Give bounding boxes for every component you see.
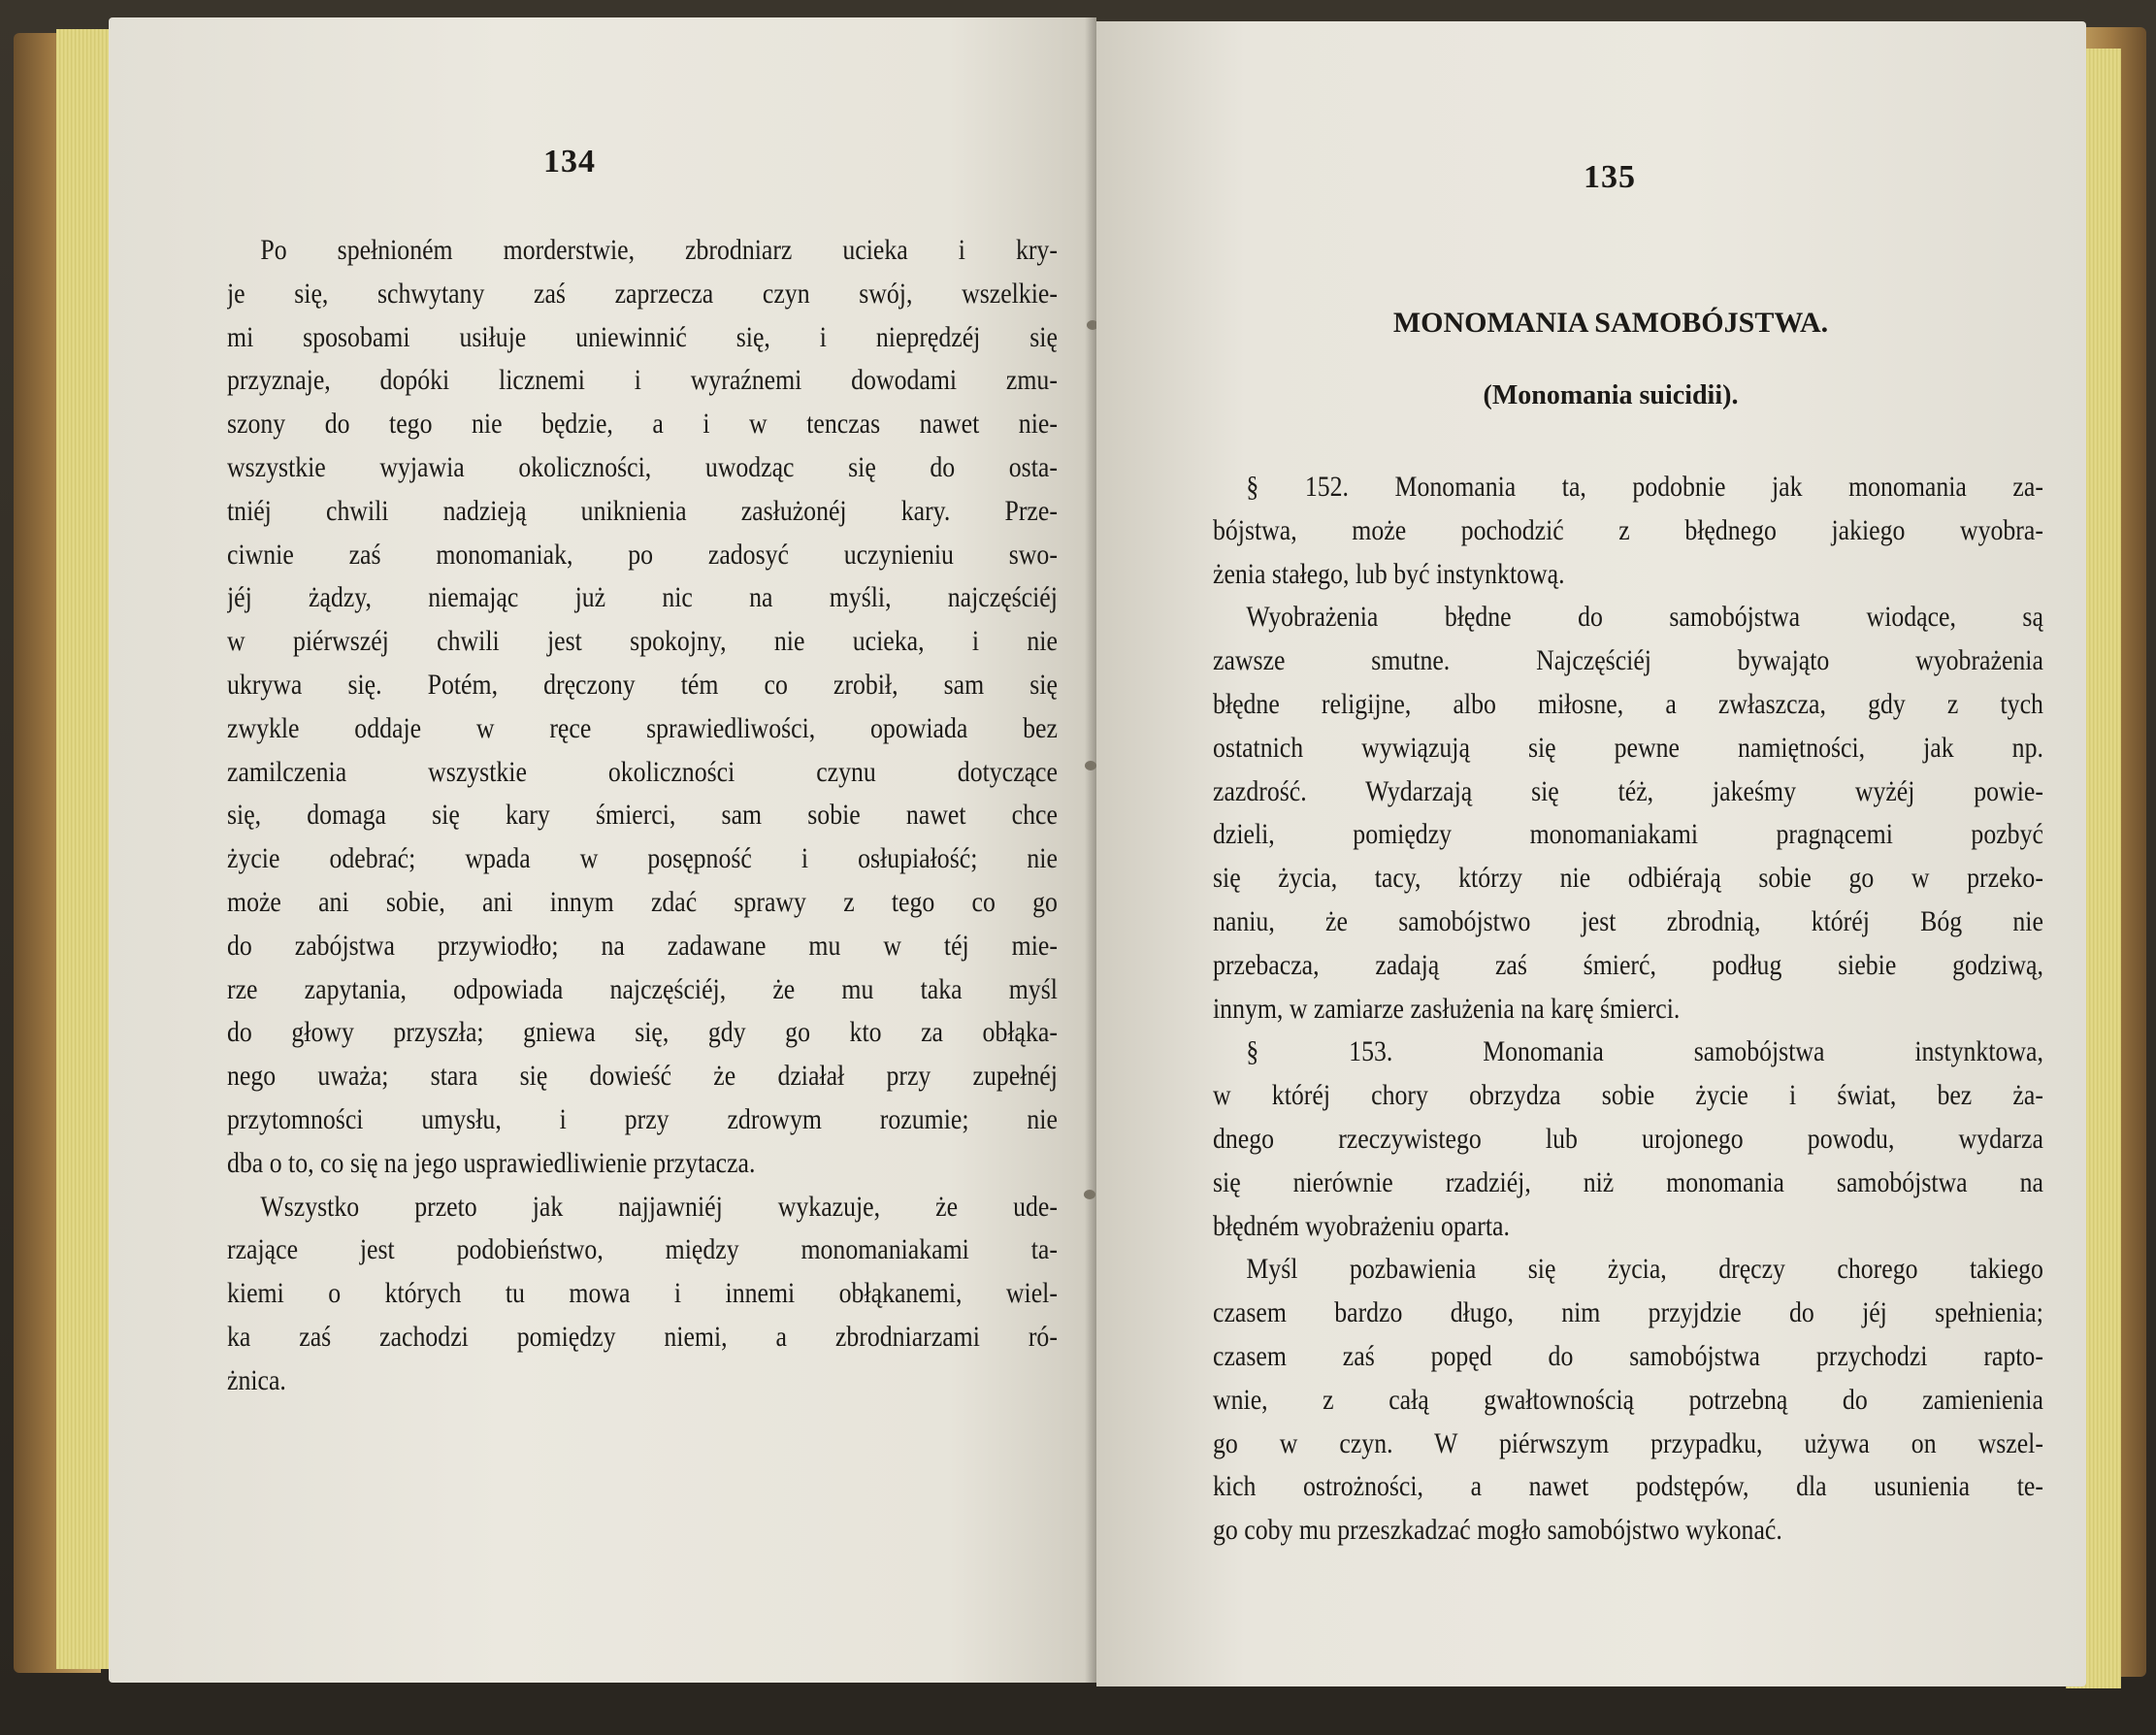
- text-line: się nierównie rzadziéj, niż monomania samobójstwa na: [1213, 1165, 2043, 1198]
- text-line: Wszystko przeto jak najjawniéj wykazuje, że ude-: [260, 1190, 1058, 1223]
- text-line: innym, w zamiarze zasłużenia na karę śmierci.: [1213, 992, 1681, 1025]
- text-line: do głowy przyszła; gniewa się, gdy go kto za obłąka-: [227, 1016, 1058, 1049]
- text-line: żenia stałego, lub być instynktową.: [1213, 557, 1565, 590]
- text-line: Wyobrażenia błędne do samobójstwa wiodące, są: [1246, 601, 2043, 634]
- text-line: naniu, że samobójstwo jest zbrodnią, któréj Bóg nie: [1213, 904, 2043, 937]
- text-line: ukrywa się. Potém, dręczony tém co zrobił, sam się: [227, 668, 1058, 701]
- text-line: się, domaga się kary śmierci, sam sobie nawet chce: [227, 799, 1058, 832]
- text-line: dnego rzeczywistego lub urojonego powodu, wydarza: [1213, 1122, 2043, 1155]
- right-page: [1096, 21, 2086, 1686]
- text-line: przebacza, zadają zaś śmierć, podług siebie godziwą,: [1213, 948, 2043, 981]
- chapter-subheading: (Monomania suicidii).: [1483, 380, 1739, 410]
- text-line: się życia, tacy, którzy nie odbiérają sobie go w przeko-: [1213, 862, 2043, 895]
- text-line: przyznaje, dopóki licznemi i wyraźnemi dowodami zmu-: [227, 364, 1058, 397]
- text-line: tniéj chwili nadzieją uniknienia zasłużonéj kary. Prze-: [227, 494, 1058, 527]
- text-line: go w czyn. W piérwszym przypadku, używa on wszel-: [1213, 1426, 2043, 1459]
- text-line: je się, schwytany zaś zaprzecza czyn swój, wszelkie-: [227, 277, 1058, 310]
- text-line: bójstwa, może pochodzić z błędnego jakiego wyobra-: [1213, 513, 2043, 546]
- text-line: zamilczenia wszystkie okoliczności czynu dotyczące: [227, 755, 1058, 788]
- binding-stitch: [1084, 1190, 1095, 1199]
- text-line: zawsze smutne. Najczęściéj bywająto wyobrażenia: [1213, 644, 2043, 677]
- text-line: ostatnich wywiązują się pewne namiętności, jak np.: [1213, 731, 2043, 764]
- text-line: wnie, z całą gwałtownością potrzebną do zamienienia: [1213, 1383, 2043, 1416]
- text-line: go coby mu przeszkadzać mogło samobójstwo wykonać.: [1213, 1514, 1782, 1547]
- text-line: § 153. Monomania samobójstwa instynktowa,: [1246, 1035, 2043, 1068]
- text-line: kiemi o których tu mowa i innemi obłąkanemi, wiel-: [227, 1277, 1058, 1310]
- text-line: § 152. Monomania ta, podobnie jak monomania za-: [1246, 471, 2043, 503]
- text-line: do zabójstwa przywiodło; na zadawane mu w téj mie-: [227, 929, 1058, 962]
- page-stack-left: [56, 29, 115, 1669]
- text-line: nego uważa; stara się dowieść że działał przy zupełnéj: [227, 1060, 1058, 1093]
- right-page-body: [1213, 466, 2045, 1553]
- text-line: ciwnie zaś monomaniak, po zadosyć uczynieniu swo-: [227, 538, 1058, 571]
- chapter-heading: MONOMANIA SAMOBÓJSTWA.: [1392, 307, 1829, 339]
- text-line: mi sposobami usiłuje uniewinnić się, i nieprędzéj się: [227, 320, 1058, 353]
- left-page-number: 134: [543, 144, 596, 180]
- text-line: błędne religijne, albo miłosne, a zwłaszcza, gdy z tych: [1213, 687, 2043, 720]
- text-line: ka zaś zachodzi pomiędzy niemi, a zbrodniarzami ró-: [227, 1320, 1058, 1353]
- text-line: zwykle oddaje w ręce sprawiedliwości, opowiada bez: [227, 711, 1058, 744]
- text-line: szony do tego nie będzie, a i w tenczas nawet nie-: [227, 408, 1058, 441]
- text-line: czasem bardzo długo, nim przyjdzie do jéj spełnienia;: [1213, 1296, 2043, 1329]
- right-page-number: 135: [1584, 159, 1636, 195]
- text-line: jéj żądzy, niemając już nic na myśli, najczęściéj: [227, 581, 1058, 614]
- text-line: rze zapytania, odpowiada najczęściéj, że mu taka myśl: [227, 972, 1058, 1005]
- text-line: zazdrość. Wydarzają się téż, jakeśmy wyżéj powie-: [1213, 774, 2043, 807]
- text-line: życie odebrać; wpada w posępność i osłupiałość; nie: [227, 842, 1058, 875]
- text-line: wszystkie wyjawia okoliczności, uwodząc się do osta-: [227, 450, 1058, 483]
- text-line: w któréj chory obrzydza sobie życie i świat, bez ża-: [1213, 1079, 2043, 1112]
- left-page: [109, 17, 1096, 1683]
- text-line: żnica.: [227, 1363, 286, 1396]
- text-line: w piérwszéj chwili jest spokojny, nie ucieka, i nie: [227, 625, 1058, 658]
- binding-stitch: [1085, 761, 1096, 770]
- text-line: rzające jest podobieństwo, między monomaniakami ta-: [227, 1233, 1058, 1266]
- text-line: dba o to, co się na jego usprawiedliwienie przytacza.: [227, 1146, 756, 1179]
- text-line: Po spełnioném morderstwie, zbrodniarz ucieka i kry-: [260, 234, 1058, 266]
- text-line: czasem zaś popęd do samobójstwa przychodzi rapto-: [1213, 1339, 2043, 1372]
- text-line: Myśl pozbawienia się życia, dręczy chorego takiego: [1246, 1253, 2043, 1286]
- left-page-body: [227, 229, 1060, 1403]
- text-line: przytomności umysłu, i przy zdrowym rozumie; nie: [227, 1102, 1058, 1135]
- text-line: dzieli, pomiędzy monomaniakami pragnącemi pozbyć: [1213, 818, 2043, 851]
- text-line: kich ostrożności, a nawet podstępów, dla usunienia te-: [1213, 1470, 2043, 1503]
- text-line: błędném wyobrażeniu oparta.: [1213, 1209, 1510, 1242]
- text-line: może ani sobie, ani innym zdać sprawy z tego co go: [227, 885, 1058, 918]
